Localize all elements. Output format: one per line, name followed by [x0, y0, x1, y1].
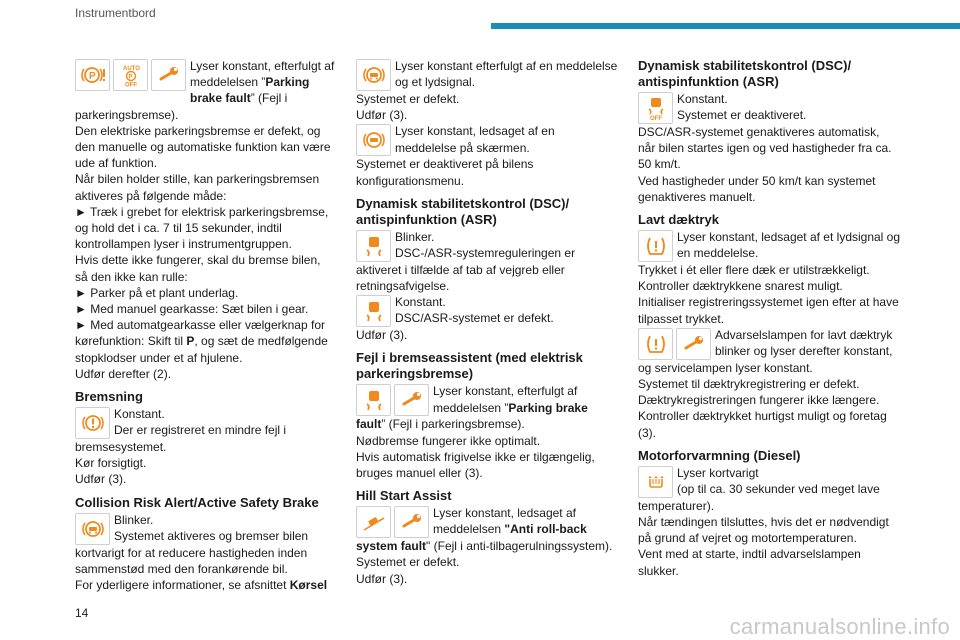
wrench-icon [676, 328, 711, 360]
collision-deactivated-entry [356, 123, 620, 156]
tyre-low-entry [638, 229, 906, 262]
entry-text: Blinker. [114, 512, 154, 527]
text-line: ude af funktion. [75, 156, 158, 171]
text-line: temperaturer). [638, 498, 715, 513]
text-span: kørefunktion: Skift til [75, 334, 187, 349]
text-span: , og sæt de medfølgende [194, 334, 328, 349]
section-title: Instrumentbord [75, 6, 156, 20]
text-line: Når tændingen tilsluttes, hvis det er nødvendigt [638, 515, 889, 530]
dsc-fault-entry [356, 294, 620, 327]
skid-car-icon [356, 295, 391, 327]
heading-brake-assist: Fejl i bremseassistent (med elektrisk parkeringsbremse) [356, 350, 583, 382]
icon-group [356, 295, 391, 327]
text-line: tilpasset trykket. [638, 311, 725, 326]
heading-bremsning: Bremsning [75, 389, 143, 405]
heading-hill-start: Hill Start Assist [356, 488, 452, 504]
svg-text:OFF: OFF [124, 82, 137, 87]
text-line: Initialiser registreringssystemet igen efter at have [638, 295, 899, 310]
text-line [75, 577, 337, 593]
text-line [356, 538, 620, 554]
text-span: meddelelsen ” [433, 400, 509, 415]
svg-text:OFF: OFF [649, 116, 662, 120]
header-accent-bar [491, 23, 960, 29]
dsc-flashing-entry [356, 229, 620, 262]
tyre-pressure-icon [638, 230, 673, 262]
message-bold: fault [356, 417, 382, 432]
entry-text: en meddelelse. [677, 246, 759, 261]
entry-text: blinker og lyser derefter konstant, [715, 344, 893, 359]
text-line: konfigurationsmenu. [356, 173, 465, 188]
text-line: Trykket i ét eller flere dæk er utilstrækkeligt. [638, 263, 870, 278]
icon-group [356, 506, 429, 538]
entry-text: DSC-/ASR-systemreguleringen er [395, 246, 576, 261]
svg-text:P: P [88, 71, 96, 82]
skid-car-icon [356, 384, 391, 416]
text-line: ► Med automatgearkasse eller vælgerknap for [75, 318, 325, 333]
text-span: ” (Fejl i parkeringsbremse). [381, 417, 525, 432]
diesel-entry [638, 465, 906, 498]
glow-plug-icon [638, 466, 673, 498]
text-line: Kontroller dæktrykket hurtigst muligt og foretag [638, 409, 887, 424]
heading-tyre-pressure: Lavt dæktryk [638, 212, 719, 228]
text-line: Udfør (3). [356, 108, 408, 123]
text-line: genaktiveres manuelt. [638, 189, 756, 204]
text-line: Hvis dette ikke fungerer, skal du bremse bilen, [75, 253, 321, 268]
collision-alert-icon [356, 59, 391, 91]
text-line: Udfør (3). [75, 472, 127, 487]
text-span: meddelelsen [433, 522, 505, 537]
text-line: ► Træk i grebet for elektrisk parkeringsbremse, [75, 204, 329, 219]
entry-text: Systemet er deaktiveret. [677, 108, 807, 123]
text-line: Udfør (3). [356, 328, 408, 343]
text-line [75, 333, 337, 349]
collision-entry [75, 512, 337, 545]
watermark: carmanualsonline.info [729, 614, 950, 639]
collision-alert-icon [75, 513, 110, 545]
message-bold: Parking brake fault [190, 75, 310, 106]
text-line: på grund af vejret og motortemperaturen. [638, 531, 857, 546]
entry-text: Lyser konstant, efterfulgt af [433, 384, 578, 399]
text-line: Nødbremse fungerer ikke optimalt. [356, 433, 541, 448]
entry-text: Lyser konstant, efterfulgt af meddelelsen ” [190, 59, 335, 90]
collision-fault-entry [356, 58, 620, 91]
text-line: sammenstød med den forankørende bil. [75, 561, 288, 576]
text-line: Vent med at starte, indtil advarselslampen [638, 547, 861, 562]
page-number: 14 [75, 606, 89, 620]
text-line: ► Parker på et plant underlag. [75, 285, 239, 300]
entry-text: Lyser konstant, ledsaget af et lydsignal og [677, 230, 901, 245]
entry-text: Lyser konstant efterfulgt af en meddelelse [395, 59, 618, 73]
entry-text: Konstant. [114, 407, 165, 422]
bremsning-entry [75, 406, 337, 439]
column-3 [638, 58, 906, 579]
text-line: så den ikke kan rulle: [75, 269, 188, 284]
text-line: Hvis automatisk frigivelse ikke er tilgængelig, [356, 449, 595, 464]
text-line: Systemet er deaktiveret på bilens [356, 157, 534, 172]
icon-group [356, 59, 391, 91]
entry-text: Advarselslampen for lavt dæktryk [715, 327, 893, 342]
heading-dsc: Dynamisk stabilitetskontrol (DSC)/ antispinfunktion (ASR) [356, 195, 570, 227]
entry-text: Lyser konstant, ledsaget af en [395, 124, 555, 139]
entry-text: Konstant. [677, 92, 728, 106]
text-line: DSC/ASR-systemet genaktiveres automatisk, [638, 125, 880, 139]
text-span: For yderligere informationer, se afsnittet [75, 578, 290, 593]
hill-start-entry [356, 505, 620, 538]
icon-group [638, 230, 673, 262]
text-line: og servicelampen lyser konstant. [638, 360, 813, 375]
entry-text: Blinker. [395, 229, 435, 244]
tyre-pressure-icon [638, 328, 673, 360]
skid-car-icon [356, 230, 391, 262]
entry-text: Lyser konstant, ledsaget af [433, 506, 576, 521]
entry-text: Konstant. [395, 295, 446, 310]
text-line: 50 km/t. [638, 157, 681, 172]
text-line: bremsesystemet. [75, 440, 167, 455]
svg-text:P: P [128, 74, 133, 81]
tyre-fault-entry [638, 327, 906, 360]
text-line: Systemet er defekt. [356, 555, 460, 570]
message-bold: system fault [356, 539, 427, 554]
text-span: " (Fejl i anti-tilbagerulningssystem). [426, 539, 613, 554]
text-line: aktiveres på følgende måde: [75, 188, 227, 203]
text-line: Udfør derefter (2). [75, 366, 172, 381]
icon-group [356, 384, 429, 416]
text-line: retningsafvigelse. [356, 279, 450, 294]
icon-group [638, 92, 673, 124]
text-line: Systemet til dæktrykregistrering er defekt. [638, 377, 860, 392]
text-line: slukker. [638, 563, 679, 578]
text-line: kortvarigt for at reducere hastigheden inden [75, 545, 308, 560]
brake-warning-icon [75, 407, 110, 439]
text-line: Når bilen holder stille, kan parkeringsbremsen [75, 172, 320, 187]
text-line: Den elektriske parkeringsbremse er defekt, og [75, 123, 321, 138]
heading-dsc: Dynamisk stabilitetskontrol (DSC)/ antispinfunktion (ASR) [638, 58, 852, 89]
collision-off-icon [356, 124, 391, 156]
wrench-icon [151, 59, 186, 91]
text-line: Dæktrykregistreringen fungerer ikke længere. [638, 393, 880, 408]
text-line: kontrollampen lyser i instrumentgruppen. [75, 237, 292, 252]
text-line: (3). [638, 425, 656, 440]
entry-text: Lyser kortvarigt [677, 465, 759, 480]
column-1 [75, 58, 337, 593]
hill-car-icon [356, 506, 391, 538]
auto-off-icon [113, 59, 148, 91]
entry-text: (op til ca. 30 sekunder ved meget lave [677, 482, 880, 497]
icon-group [75, 407, 110, 439]
text-line: bruges manuel eller (3). [356, 466, 483, 481]
message-bold: "Anti roll-back [504, 522, 587, 537]
parking-brake-entry [75, 58, 337, 123]
entry-text: DSC/ASR-systemet er defekt. [395, 311, 554, 326]
skid-car-off-icon [638, 92, 673, 124]
column-2 [356, 58, 620, 587]
entry-text: meddelelse på skærmen. [395, 140, 530, 155]
icon-group [356, 230, 391, 262]
icon-group [75, 513, 110, 545]
entry-text: ” (Fejl i parkeringsbremse). [75, 91, 288, 122]
dsc-deactivated-entry [638, 91, 906, 124]
svg-text:AUTO: AUTO [122, 66, 140, 72]
wrench-icon [394, 506, 429, 538]
text-line: Systemet er defekt. [356, 92, 460, 106]
link-kørsel: Kørsel [289, 578, 328, 593]
icon-group [638, 466, 673, 498]
text-line: stopklodser under et af hjulene. [75, 350, 243, 365]
brake-assist-entry [356, 383, 620, 416]
entry-text: og et lydsignal. [395, 75, 476, 90]
icon-group [356, 124, 391, 156]
text-line: ► Med manuel gearkasse: Sæt bilen i gear. [75, 302, 309, 317]
text-line: den manuelle og automatiske funktion kan være [75, 140, 331, 155]
text-line: Udfør (3). [356, 571, 408, 586]
message-bold: Parking brake [508, 400, 588, 415]
text-line: når bilen startes igen og ved hastigheder fra ca. [638, 141, 892, 156]
entry-text: Der er registreret en mindre fejl i [114, 423, 287, 438]
gear-p-bold: P [186, 334, 195, 349]
heading-collision: Collision Risk Alert/Active Safety Brake [75, 494, 319, 510]
text-line: Kontroller dæktrykkene snarest muligt. [638, 279, 843, 294]
text-line [356, 416, 620, 432]
entry-text: Systemet aktiveres og bremser bilen [114, 528, 309, 543]
text-line: og hold det i ca. 7 til 15 sekunder, indtil [75, 221, 282, 236]
wrench-icon [394, 384, 429, 416]
icon-group [638, 328, 711, 360]
text-line: aktiveret i tilfælde af tab af vejgreb eller [356, 262, 565, 277]
parking-brake-fault-icon [75, 59, 110, 91]
text-line: Ved hastigheder under 50 km/t kan systemet [638, 173, 876, 188]
text-line: Kør forsigtigt. [75, 456, 147, 471]
icon-group [75, 59, 186, 91]
heading-diesel: Motorforvarmning (Diesel) [638, 447, 801, 463]
